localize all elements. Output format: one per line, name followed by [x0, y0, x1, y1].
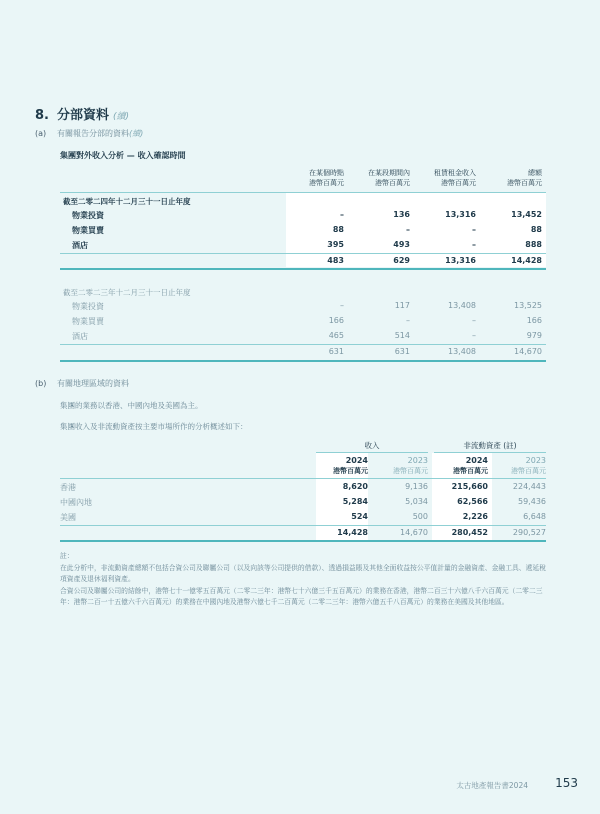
cell: 13,525 [514, 301, 542, 310]
section-number: 8. [35, 108, 49, 123]
cell: 9,136 [405, 482, 428, 491]
cell: 483 [327, 256, 344, 265]
cell: 979 [526, 331, 542, 340]
table-row [60, 495, 546, 510]
divider [60, 360, 546, 362]
cell: 166 [328, 316, 344, 325]
group-header-revenue: 收入 [364, 441, 380, 450]
continued-label: (續) [113, 112, 130, 122]
table-row [60, 480, 546, 495]
row-label: 酒店 [72, 241, 88, 250]
table1-heading: 集團對外收入分析 — 收入確認時間 [60, 151, 186, 160]
cell: 514 [394, 331, 410, 340]
t1-col-header-0 [274, 168, 344, 188]
cell: 59,436 [518, 497, 546, 506]
cell: – [472, 240, 476, 249]
cell: – [472, 331, 476, 340]
t1-col-header-2 [406, 168, 476, 188]
cell: 493 [393, 240, 410, 249]
divider [316, 452, 428, 453]
cell: 395 [327, 240, 344, 249]
cell: 888 [525, 240, 542, 249]
cell: 13,452 [511, 210, 542, 219]
cell: – [340, 301, 344, 310]
note-paragraph: 合資公司及聯屬公司的結餘中，港幣七十一億零五百萬元（二零二三年：港幣七十六億三千五百萬元）的業務在香港，港幣二百三十六億八千六百萬元（二零二三年：港幣二百一十五億六千六百萬元）的業務在中國內地及港幣六億七千二百萬元（二零二三年：港幣六億五千八百萬元）的業務在美國及其他地區。 [60, 586, 543, 606]
cell: – [472, 225, 476, 234]
cell: 631 [328, 347, 344, 356]
cell: 8,620 [342, 482, 368, 491]
cell: – [340, 210, 344, 219]
cell: 14,428 [337, 528, 368, 537]
col-year: 2023 [407, 456, 428, 465]
t1-period-2024: 截至二零二四年十二月三十一日止年度 [63, 197, 191, 206]
divider [434, 452, 546, 453]
notes [60, 551, 546, 609]
cell: 13,316 [445, 256, 476, 265]
total-row [60, 254, 546, 269]
cell: 524 [351, 512, 368, 521]
cell: 62,566 [457, 497, 488, 506]
section-title-text: 分部資料 [56, 108, 109, 123]
cell: 5,034 [405, 497, 428, 506]
cell: 6,648 [523, 512, 546, 521]
total-row [60, 345, 546, 360]
continued-label: (續) [129, 129, 144, 138]
divider [60, 540, 546, 542]
col-year: 2024 [345, 456, 368, 465]
cell: 465 [328, 331, 344, 340]
divider [60, 478, 546, 479]
subsection-b-title [35, 378, 129, 389]
paragraph: 集團收入及非流動資產按主要市場所作的分析概述如下： [60, 422, 248, 431]
cell: 629 [393, 256, 410, 265]
t2-col-header-3 [476, 456, 546, 476]
col-unit: 港幣百萬元 [375, 179, 410, 187]
col-unit: 港幣百萬元 [507, 179, 542, 187]
row-label: 酒店 [72, 332, 88, 341]
row-label: 物業投資 [72, 302, 104, 311]
cell: 88 [332, 225, 344, 234]
row-label: 美國 [60, 513, 76, 522]
cell: 13,408 [448, 347, 476, 356]
cell: 280,452 [451, 528, 488, 537]
subsection-a-title [35, 128, 143, 139]
t1-period-2023: 截至二零二三年十二月三十一日止年度 [63, 288, 191, 297]
row-label: 中國內地 [60, 498, 92, 507]
section-title [35, 104, 129, 123]
subsection-label: (a) [35, 129, 47, 138]
cell: 14,428 [511, 256, 542, 265]
cell: 14,670 [514, 347, 542, 356]
row-label: 物業投資 [72, 211, 104, 220]
table-row [60, 223, 546, 238]
t1-col-header-1 [340, 168, 410, 188]
cell: 290,527 [512, 528, 546, 537]
cell: 14,670 [400, 528, 428, 537]
row-label: 物業買賣 [72, 317, 104, 326]
paragraph: 集團的業務以香港、中國內地及美國為主。 [60, 401, 203, 410]
table-row [60, 299, 546, 314]
cell: 2,226 [462, 512, 488, 521]
cell: 215,660 [451, 482, 488, 491]
total-row [60, 526, 546, 541]
table-row [60, 238, 546, 253]
cell: 13,408 [448, 301, 476, 310]
subsection-title-text: 有關地理區域的資料 [57, 379, 129, 388]
note-paragraph: 在此分析中，非流動資產總額不包括合資公司及聯屬公司（以及向該等公司提供的借款）、透過損益賬及其他全面收益按公平值計量的金融資產、金融工具、遞延稅項資產及退休福利資產。 [60, 563, 546, 583]
col-unit: 港幣百萬元 [453, 467, 488, 475]
col-unit: 港幣百萬元 [333, 467, 368, 475]
cell: – [472, 316, 476, 325]
cell: 224,443 [512, 482, 546, 491]
table-row [60, 329, 546, 344]
table-row [60, 510, 546, 525]
cell: 631 [394, 347, 410, 356]
table-row [60, 208, 546, 223]
col-year: 2023 [525, 456, 546, 465]
row-label: 香港 [60, 483, 76, 492]
cell: 500 [412, 512, 428, 521]
col-label: 總額 [528, 169, 542, 177]
subsection-label: (b) [35, 379, 47, 388]
cell: – [406, 316, 410, 325]
col-label: 在某個時點 [309, 169, 344, 177]
col-unit: 港幣百萬元 [393, 467, 428, 475]
table-row [60, 314, 546, 329]
page-number: 153 [555, 776, 578, 790]
cell: – [406, 225, 410, 234]
cell: 5,284 [342, 497, 368, 506]
col-year: 2024 [465, 456, 488, 465]
col-label: 在某段期間內 [368, 169, 410, 177]
row-label: 物業買賣 [72, 226, 104, 235]
cell: 136 [393, 210, 410, 219]
col-unit: 港幣百萬元 [511, 467, 546, 475]
cell: 166 [526, 316, 542, 325]
col-unit: 港幣百萬元 [441, 179, 476, 187]
col-unit: 港幣百萬元 [309, 179, 344, 187]
subsection-title-text: 有關報告分部的資料 [57, 129, 129, 138]
group-header-noncurrent-assets: 非流動資產 (註) [463, 441, 517, 450]
report-name: 太古地產報告書2024 [456, 781, 528, 790]
t1-col-header-3 [472, 168, 542, 188]
notes-title: 註： [60, 552, 74, 560]
cell: 13,316 [445, 210, 476, 219]
col-label: 租賃租金收入 [434, 169, 476, 177]
cell: 88 [530, 225, 542, 234]
cell: 117 [394, 301, 410, 310]
divider [60, 268, 546, 270]
